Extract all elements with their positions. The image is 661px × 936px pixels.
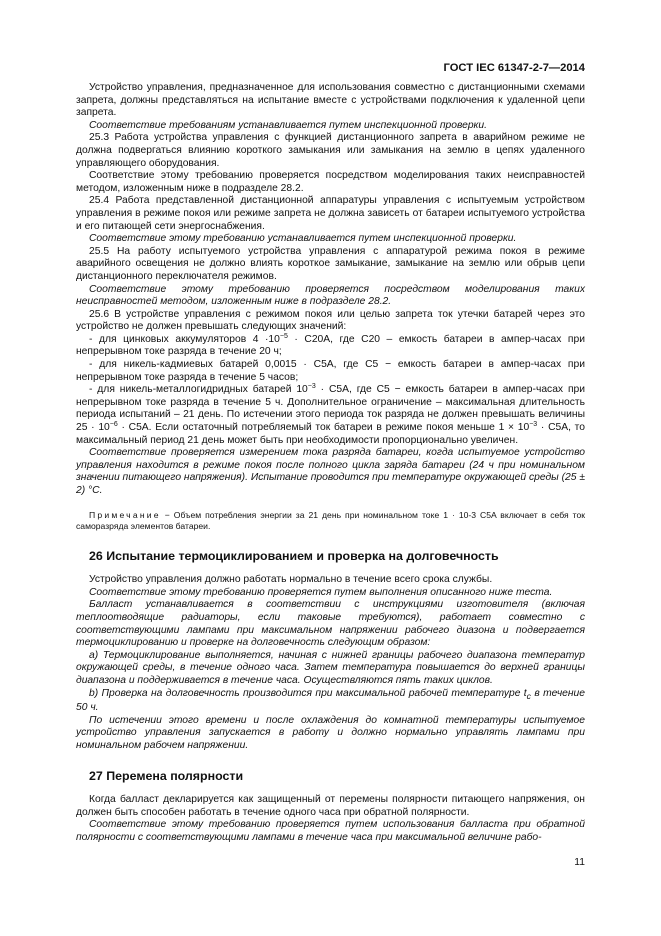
spacer (76, 753, 585, 770)
standard-header: ГОСТ IEC 61347-2-7—2014 (443, 62, 585, 74)
paragraph: Соответствие этому требованию проверяется посредством моделирования таких неисправностей методом, изложенным ниже в подразделе 28.2. (76, 170, 585, 194)
exponent: −3 (529, 421, 538, 429)
list-item-b (76, 688, 585, 715)
paragraph: Соответствие этому требованию проверяется путем использования балласта при обратной полярности с соответствующими лампами в течение часа при максимальной величине рабо- (76, 819, 585, 843)
text-run: - для цинковых аккумуляторов 4 ·10 (89, 333, 280, 345)
list-item-zinc (76, 334, 585, 359)
text-run: · C5A. Если остаточный потребляемый ток батареи в режиме покоя меньше 1 × 10 (117, 422, 530, 434)
text-run: b) Проверка на долговечность производится при максимальной рабочей температуре t (89, 687, 527, 699)
page-number: 11 (574, 857, 585, 868)
text-run: - для никель-металлогидридных батарей 10 (89, 384, 308, 396)
paragraph: Когда балласт декларируется как защищенный от перемены полярности питающего напряжения, он должен быть способен работать в течение одного часа при обратной полярности. (76, 794, 585, 818)
note-text: − Объем потребления энергии за 21 день при номинальном токе 1 · 10-3 C5A включает в себя ток саморазряда элементов батареи. (76, 509, 585, 531)
text-run: · C5A, то максимальный период 21 день может быть при необходимости пропорционально увеличен. (76, 422, 586, 446)
section-heading-27: 27 Перемена полярности (89, 768, 244, 783)
paragraph: Соответствие требованиям устанавливается путем инспекционной проверки. (89, 119, 488, 131)
paragraph: Устройство управления должно работать нормально в течение всего срока службы. (89, 574, 493, 586)
clause-25-3: 25.3 Работа устройства управления с функцией дистанционного запрета в аварийном режиме не должна подвергаться влиянию короткого замыкания или замыкания на землю в цепях удаленного управляющего оборудования. (76, 132, 585, 169)
exponent: −5 (279, 332, 288, 340)
paragraph: Соответствие этому требованию проверяется посредством моделирования таких неисправностей методом, изложенным ниже в подразделе 28.2. (76, 283, 585, 308)
exponent: −6 (109, 421, 118, 429)
note-label: Примечание (89, 509, 161, 520)
paragraph: Соответствие проверяется измерением тока разряда батареи, когда испытуемое устройство управления находится в режиме покоя после полного цикла заряда батареи (24 ч при номинальном значении питающего напряжения). Испытание проводится при температуре окружающей среды (25 ± 2) °C. (76, 447, 585, 496)
paragraph: Устройство управления, предназначенное для использования совместно с дистанционными схемами запрета, должны представляться на испытание вместе с устройствами подключения к удаленной цепи запрета. (76, 82, 585, 119)
note (76, 510, 585, 532)
exponent: −3 (307, 383, 316, 391)
list-item-a: a) Термоциклирование выполняется, начиная с нижней границы рабочего диапазона температур окружающей среды, в течение одного часа. Затем температура повышается до верхней границы диапазона и поддерживается в течение часа. Осуществляются пять таких циклов. (76, 649, 585, 686)
text-run: · C5A, где C5 − емкость батареи в ампер-часах при непрерывном токе разряда в течение 5 ч. Дополнительное ограничение – максимальная длительность периода испытаний – 21 день. По истечении этого периода ток разряда не должен превышать величины 25 · 10 (76, 384, 585, 434)
clause-25-4: 25.4 Работа представленной дистанционной аппаратуры управления с испытуемым устройством управления в режиме покоя или режиме запрета не должна зависеть от батареи испытуемого устройства и его питающей сети энергоснабжения. (76, 195, 585, 232)
paragraph: По истечении этого времени и после охлаждения до комнатной температуры испытуемое устройство управления запускается в работу и должно нормально управлять лампами при номинальном рабочем напряжении. (76, 714, 585, 751)
text-run: в течение 50 ч. (76, 687, 585, 714)
paragraph: Соответствие этому требованию устанавливается путем инспекционной проверки. (89, 233, 517, 245)
paragraph: Соответствие этому требованию проверяется путем выполнения описанного ниже теста. (89, 586, 553, 598)
list-item-nimh (76, 384, 585, 447)
section-heading-26: 26 Испытание термоциклированием и проверка на долговечность (89, 548, 499, 563)
clause-25-5: 25.5 На работу испытуемого устройства управления с аппаратурой режима покоя в режиме аварийного освещения не должно влиять короткое замыкание, замыкание на землю или обрыв цепи дистанционного переключателя режимов. (76, 245, 585, 282)
clause-25-6: 25.6 В устройстве управления с режимом покоя или целью запрета ток утечки батарей через это устройство не должен превышать следующих значений: (76, 308, 585, 333)
text-run: · C20A, где C20 – емкость батареи в ампер-часах при непрерывном токе разряда в течение 20 ч; (76, 333, 585, 358)
paragraph: Балласт устанавливается в соответствии с инструкциями изготовителя (включая теплоотводящие радиаторы, если таковые требуются), работает совместно с соответствующими лампами при максимальном напряжении рабочего диазона и подвергается термоциклированию и проверке на долговечность следующим образом: (76, 599, 585, 649)
list-item-nicd: - для никель-кадмиевых батарей 0,0015 · C5A, где C5 − емкость батареи в ампер-часах при непрерывном токе разряда в течение 5 часов; (76, 359, 585, 383)
document-body (76, 82, 585, 845)
subscript: c (526, 690, 531, 701)
